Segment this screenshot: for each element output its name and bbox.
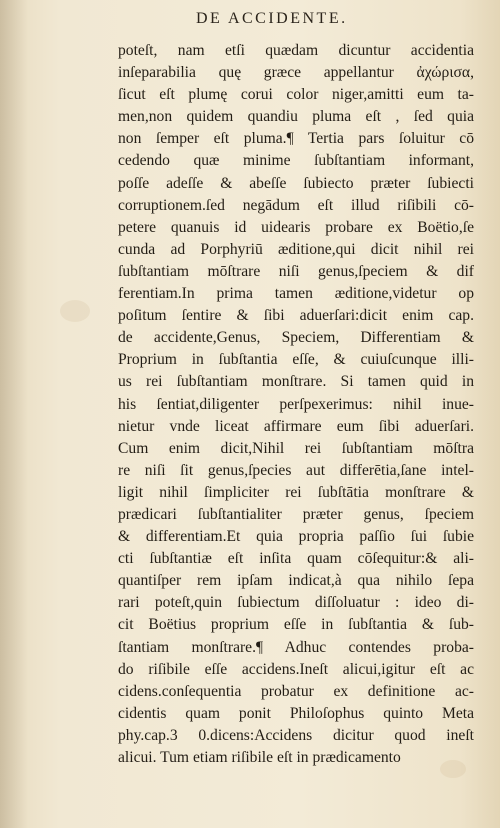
text-line: inſeparabilia quę græce appellantur ἀχώρισα, [118, 64, 474, 82]
text-line: poſſe adeſſe & abeſſe ſubiecto præter ſubiecti [118, 174, 474, 192]
text-line: poteſt, nam etſi quædam dicuntur accidentia [118, 42, 474, 59]
text-line: Proprium in ſubſtantia eſſe, & cuiuſcunque illi- [118, 351, 474, 369]
text-line: ſicut eſt plumę corui color niger,amitti eum ta- [118, 86, 474, 104]
text-line: non ſemper eſt pluma.¶ Tertia pars ſoluitur cō [118, 130, 474, 148]
text-line: re niſi ſit genus,ſpecies aut differētia,ſane intel- [118, 461, 474, 479]
text-line: ferentiam.In prima tamen æditione,videtur op [118, 285, 474, 303]
text-line: us rei ſubſtantiam monſtrare. Si tamen quid in [118, 373, 474, 391]
text-line: poſitum ſentire & ſibi aduerſari:dicit enim cap. [118, 307, 474, 325]
text-line: prædicari ſubſtantialiter præter genus, ſpeciem [118, 505, 474, 523]
text-line: do riſibile eſſe accidens.Ineſt alicui,igitur eſt ac [118, 660, 474, 678]
text-line: his ſentiat,diligenter perſpexerimus: nihil inue- [118, 395, 474, 413]
text-line: ligit nihil ſimpliciter rei ſubſtātia monſtrare & [118, 483, 474, 501]
text-line: Cum enim dicit,Nihil rei ſubſtantiam mōſtra [118, 439, 474, 457]
text-line: cidentis quam ponit Philoſophus quinto Meta [118, 704, 474, 722]
text-line: petere quanuis id uidearis probare ex Boëtio,ſe [118, 218, 474, 236]
text-line: alicui. Tum etiam riſibile eſt in prædicamento [118, 749, 401, 766]
text-line: cunda ad Porphyriū æditione,qui dicit nihil rei [118, 240, 474, 258]
paper-stain [60, 300, 90, 322]
text-line: cit Boëtius proprium eſſe in ſubſtantia & ſub- [118, 616, 474, 634]
text-line: cedendo quæ minime ſubſtantiam informant, [118, 152, 474, 170]
text-line: ſtantiam monſtrare.¶ Adhuc contendes proba- [118, 638, 474, 656]
body-text [118, 40, 474, 769]
text-line: cti ſubſtantiæ eſt inſita quam cōſequitur:& ali- [118, 550, 474, 568]
text-line: men,non quidem quandiu pluma eſt , ſed quia [118, 108, 474, 126]
text-line: cidens.conſequentia probatur ex definitione ac- [118, 682, 474, 700]
spine-shadow [0, 0, 28, 828]
text-line: quantiſper rem ipſam indicat,à qua nihilo ſepa [118, 572, 474, 590]
text-line: ſubſtantiam mōſtrare niſi genus,ſpeciem & dif [118, 262, 474, 280]
text-line: rari poteſt,quin ſubiectum diſſoluatur : ideo di- [118, 594, 474, 612]
text-line: nietur vnde liceat affirmare eum ſibi aduerſari. [118, 417, 474, 435]
text-line: corruptionem.ſed negādum eſt illud riſibili cō- [118, 196, 474, 214]
text-line: & differentiam.Et quia propria paſſio ſui ſubie [118, 528, 474, 546]
running-head: DE ACCIDENTE. [196, 10, 348, 27]
text-line: de accidente,Genus, Speciem, Differentiam & [118, 329, 474, 347]
text-line: phy.cap.3 0.dicens:Accidens dicitur quod ineſt [118, 726, 474, 744]
